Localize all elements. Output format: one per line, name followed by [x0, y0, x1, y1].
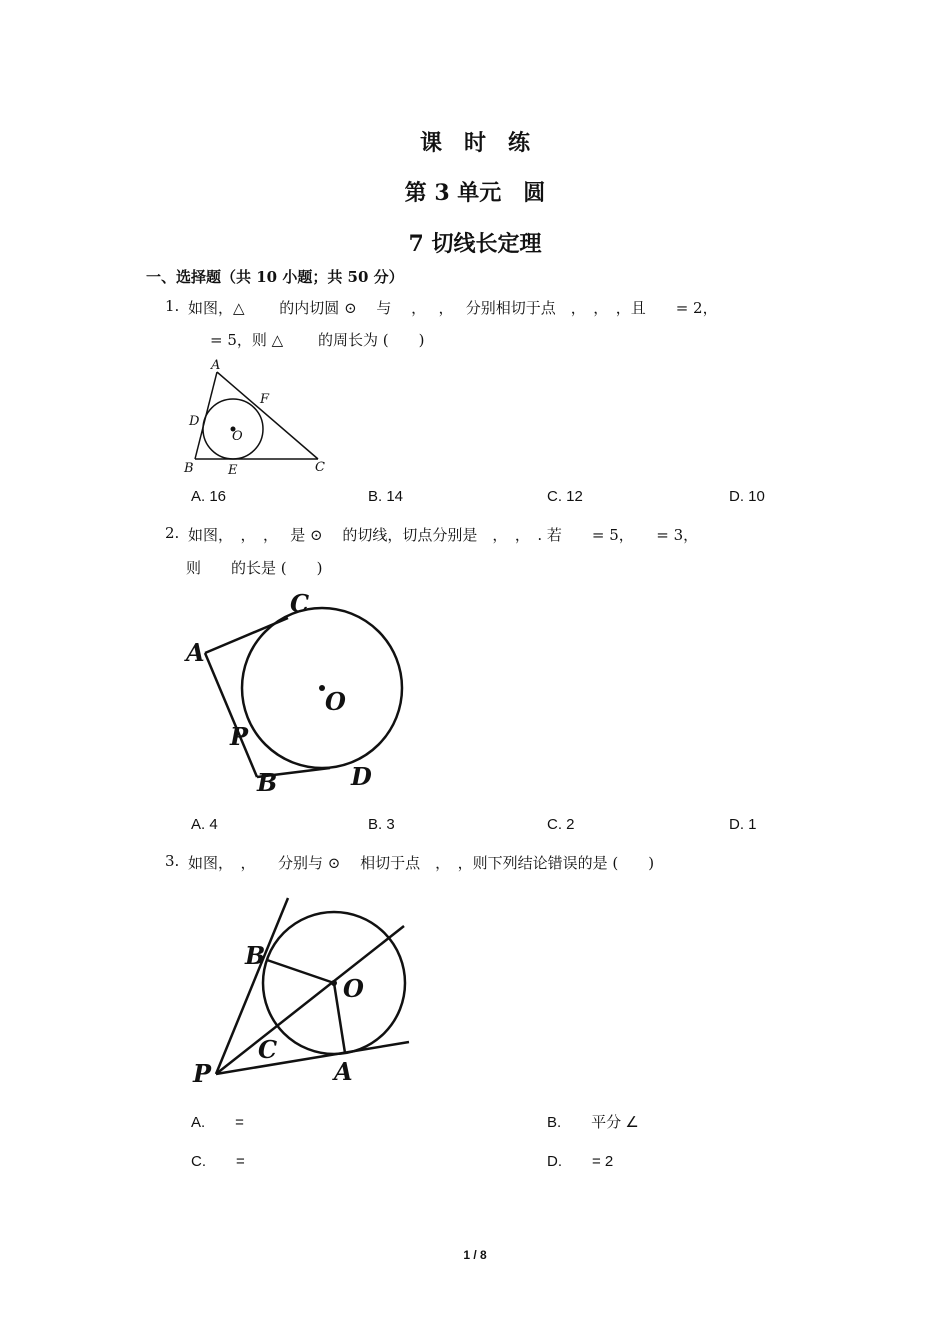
fig-label: P — [193, 1059, 212, 1088]
lesson-title: 7 切线长定理 — [408, 231, 542, 257]
fig-label: A — [211, 358, 221, 373]
fig-label: O — [325, 687, 346, 716]
page-title: 课 时 练 — [419, 130, 530, 156]
option-a[interactable]: A. 4 — [191, 816, 218, 833]
option-b[interactable]: B. 平分 ∠ — [547, 1114, 639, 1131]
option-d[interactable]: D. 10 — [729, 488, 765, 505]
question-text-line: 如图，△ 的内切圆 ⊙ 与 ， ， 分别相切于点 ， ， ，且 = 2， — [188, 299, 718, 317]
option-c[interactable]: C. 12 — [547, 488, 583, 505]
question-number: 3. — [165, 852, 180, 870]
figure-triangle-incircle — [180, 355, 340, 480]
option-a[interactable]: A. = — [191, 1114, 244, 1131]
fig-label: B — [184, 461, 194, 476]
fig-label: A — [334, 1057, 353, 1086]
fig-label: E — [228, 463, 238, 478]
fig-label: F — [260, 392, 270, 407]
fig-label: O — [232, 429, 243, 444]
question-text-line: 如图， ， ， 是 ⊙ 的切线，切点分别是 ， ， . 若 = 5， = 3， — [188, 526, 699, 544]
option-d[interactable]: D. 1 — [729, 816, 757, 833]
question-number: 1. — [165, 297, 180, 315]
question-number: 2. — [165, 524, 180, 542]
fig-label: C — [290, 589, 310, 618]
option-a[interactable]: A. 16 — [191, 488, 227, 505]
fig-label: C — [315, 460, 325, 475]
question-text-line: = 5，则 △ 的周长为 ( ) — [210, 331, 425, 349]
fig-label: B — [257, 768, 278, 797]
figure-tangent-lines — [180, 585, 410, 795]
fig-label: C — [258, 1035, 278, 1064]
section-heading: 一、选择题（共 10 小题；共 50 分） — [146, 268, 404, 286]
fig-label: D — [189, 414, 200, 429]
option-b[interactable]: B. 14 — [368, 488, 404, 505]
page-number: 1 / 8 — [463, 1248, 487, 1262]
figure-tangents-from-point — [185, 890, 425, 1090]
unit-title: 第 3 单元 圆 — [404, 180, 546, 206]
fig-label: B — [245, 941, 266, 970]
fig-label: P — [230, 722, 249, 751]
fig-label: O — [343, 974, 364, 1003]
fig-label: D — [351, 762, 372, 791]
option-d[interactable]: D. = 2 — [547, 1153, 614, 1170]
option-c[interactable]: C. 2 — [547, 816, 575, 833]
option-c[interactable]: C. = — [191, 1153, 245, 1170]
question-text-line: 如图， ， 分别与 ⊙ 相切于点 ， ，则下列结论错误的是 ( ) — [188, 854, 655, 872]
question-text-line: 则 的长是 ( ) — [186, 559, 323, 577]
fig-label: A — [186, 638, 205, 667]
option-b[interactable]: B. 3 — [368, 816, 395, 833]
